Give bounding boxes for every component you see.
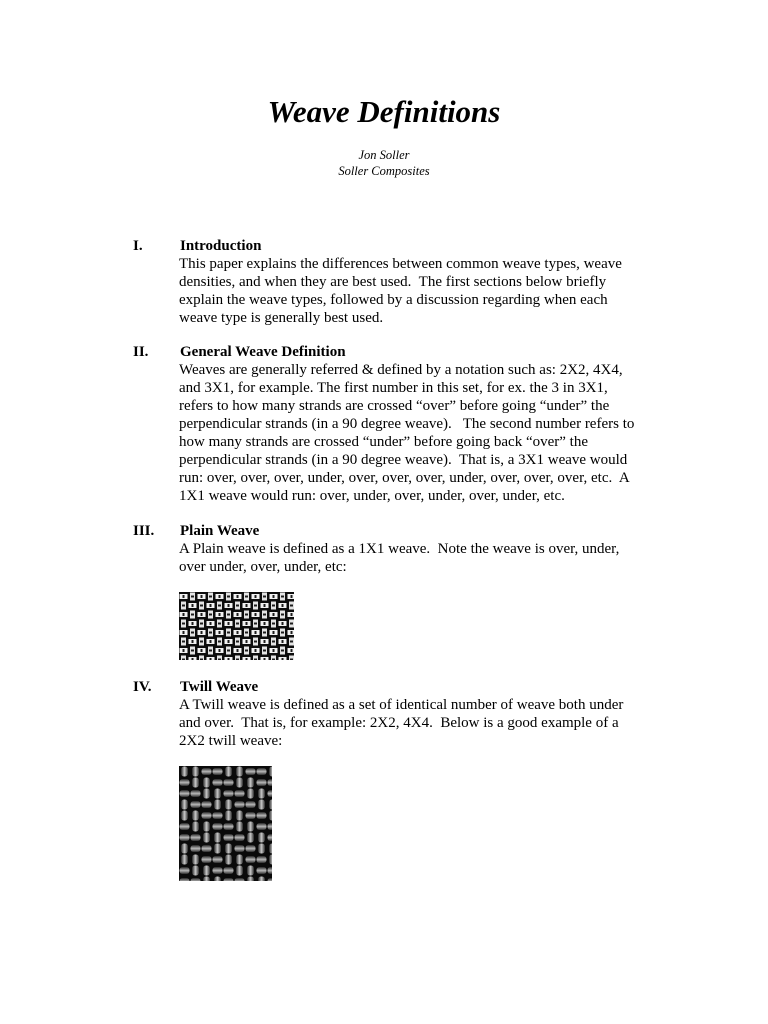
section-body <box>179 540 739 576</box>
author-name: Jon Soller <box>358 148 410 162</box>
section-heading-row <box>0 678 768 696</box>
section-heading: General Weave Definition <box>180 344 346 360</box>
section-body <box>179 361 739 505</box>
body-line: weave type is generally best used. <box>179 310 384 326</box>
body-line: Weaves are generally referred & defined by a notation such as: 2X2, 4X4, <box>179 362 623 378</box>
section-heading: Twill Weave <box>180 679 259 695</box>
section-body <box>179 255 739 327</box>
body-line: This paper explains the differences between common weave types, weave <box>179 256 622 272</box>
body-line: how many strands are crossed “under” before going back “over” the <box>179 434 588 450</box>
body-line: 2X2 twill weave: <box>179 733 283 749</box>
section-twill-weave <box>0 678 768 750</box>
twill-weave-graphic <box>179 766 272 881</box>
section-number: III. <box>133 523 155 539</box>
twill-weave-image <box>179 766 272 881</box>
section-general-weave-definition <box>0 343 768 505</box>
section-heading-row <box>0 237 768 255</box>
section-number: II. <box>133 344 149 360</box>
body-line: over under, over, under, etc: <box>179 559 347 575</box>
body-line: and 3X1, for example. The first number in this set, for ex. the 3 in 3X1, <box>179 380 608 396</box>
section-plain-weave <box>0 522 768 576</box>
section-heading-row <box>0 522 768 540</box>
section-heading: Introduction <box>180 238 262 254</box>
section-body <box>179 696 739 750</box>
body-line: refers to how many strands are crossed “over” before going “under” the <box>179 398 610 414</box>
plain-weave-graphic <box>179 592 294 660</box>
section-heading-row <box>0 343 768 361</box>
body-line: densities, and when they are best used. The first sections below briefly <box>179 274 607 290</box>
section-number: IV. <box>133 679 152 695</box>
body-line: and over. That is, for example: 2X2, 4X4. Below is a good example of a <box>179 715 619 731</box>
plain-weave-image <box>179 592 294 660</box>
body-line: A Plain weave is defined as a 1X1 weave. Note the weave is over, under, <box>179 541 620 557</box>
body-line: perpendicular strands (in a 90 degree weave). That is, a 3X1 weave would <box>179 452 628 468</box>
body-line: perpendicular strands (in a 90 degree weave). The second number refers to <box>179 416 635 432</box>
document-title: Weave Definitions <box>267 94 501 129</box>
body-line: 1X1 weave would run: over, under, over, under, over, under, etc. <box>179 488 565 504</box>
body-line: explain the weave types, followed by a discussion regarding when each <box>179 292 608 308</box>
section-heading: Plain Weave <box>180 523 260 539</box>
section-introduction <box>0 237 768 327</box>
section-number: I. <box>133 238 143 254</box>
author-affiliation: Soller Composites <box>338 164 430 178</box>
body-line: A Twill weave is defined as a set of identical number of weave both under <box>179 697 624 713</box>
body-line: run: over, over, over, under, over, over, over, under, over, over, over, etc. A <box>179 470 630 486</box>
